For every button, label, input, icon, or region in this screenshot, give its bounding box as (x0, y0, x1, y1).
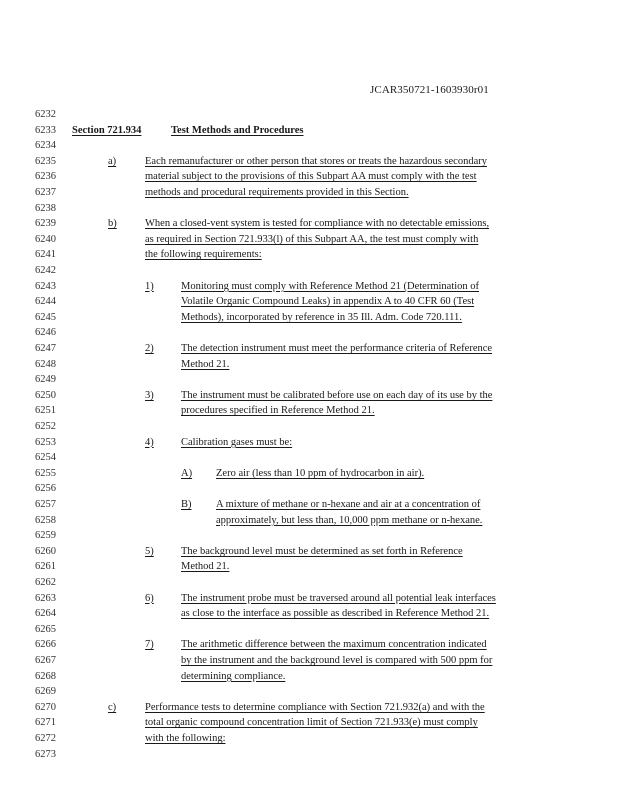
line-number: 6248 (35, 358, 56, 370)
line-number: 6246 (35, 327, 56, 339)
paragraph-line: material subject to the provisions of this Subpart AA must comply with the test (145, 171, 477, 183)
document-id: JCAR350721-1603930r01 (370, 84, 489, 96)
item-line: Calibration gases must be: (181, 436, 293, 448)
paragraph-line: the following requirements: (145, 249, 262, 261)
line-number: 6261 (35, 561, 56, 573)
line-number: 6252 (35, 421, 56, 432)
line-number: 6251 (35, 405, 56, 417)
line-number: 6245 (35, 311, 56, 323)
paragraph-label: c) (108, 701, 117, 713)
paragraph-line: When a closed-vent system is tested for compliance with no detectable emissions, (145, 218, 490, 230)
line-number: 6238 (35, 202, 56, 214)
line-number: 6250 (35, 389, 56, 401)
item-line: The detection instrument must meet the performance criteria of Reference (181, 343, 493, 354)
line-number: 6264 (35, 608, 56, 620)
item-line: The background level must be determined as set forth in Reference (181, 545, 463, 557)
item-line: Methods), incorporated by reference in 35 Ill. Adm. Code 720.111. (181, 311, 462, 323)
line-number: 6242 (35, 265, 56, 276)
line-number: 6257 (35, 499, 56, 510)
line-number: 6249 (35, 374, 56, 386)
item-line: The arithmetic difference between the maximum concentration indicated (181, 639, 487, 651)
subitem-label: A) (181, 467, 193, 479)
subitem-line: approximately, but less than, 10,000 ppm methane or n-hexane. (216, 514, 483, 526)
line-number: 6237 (35, 187, 56, 198)
section-title: Test Methods and Procedures (171, 124, 304, 136)
line-number: 6266 (35, 639, 56, 651)
line-number: 6235 (35, 155, 56, 167)
line-number: 6265 (35, 623, 56, 635)
subitem-line: Zero air (less than 10 ppm of hydrocarbon in air). (216, 467, 425, 479)
line-number: 6268 (35, 670, 56, 682)
line-number: 6241 (35, 249, 56, 261)
subitem-label: B) (181, 499, 192, 510)
paragraph-line: as required in Section 721.933(l) of this Subpart AA, the test must comply with (145, 233, 479, 245)
paragraph-line: Each remanufacturer or other person that stores or treats the hazardous secondary (145, 155, 487, 167)
line-number: 6244 (35, 296, 56, 308)
line-number: 6270 (35, 701, 56, 713)
line-number: 6258 (35, 514, 56, 526)
item-line: Method 21. (181, 561, 230, 573)
item-label: 1) (145, 280, 154, 292)
item-label: 2) (145, 343, 154, 354)
line-number: 6232 (35, 109, 56, 120)
paragraph-line: Performance tests to determine compliance with Section 721.932(a) and with the (145, 701, 485, 713)
item-label: 3) (145, 389, 154, 401)
line-number: 6273 (35, 748, 56, 760)
line-number: 6234 (35, 140, 56, 152)
item-line: Method 21. (181, 358, 230, 370)
line-number: 6247 (35, 343, 56, 354)
paragraph-line: methods and procedural requirements provided in this Section. (145, 187, 409, 198)
line-number: 6240 (35, 233, 56, 245)
paragraph-label: b) (108, 218, 117, 230)
line-number: 6262 (35, 577, 56, 588)
item-line: Monitoring must comply with Reference Method 21 (Determination of (181, 280, 480, 292)
item-line: as close to the interface as possible as described in Reference Method 21. (181, 608, 490, 620)
subitem-line: A mixture of methane or n-hexane and air at a concentration of (216, 499, 481, 510)
line-number: 6260 (35, 545, 56, 557)
line-number: 6269 (35, 686, 56, 698)
item-label: 4) (145, 436, 154, 448)
item-label: 7) (145, 639, 154, 651)
line-number: 6272 (35, 733, 56, 744)
line-number: 6256 (35, 483, 56, 495)
line-number: 6254 (35, 452, 56, 464)
line-number: 6243 (35, 280, 56, 292)
paragraph-line: total organic compound concentration limit of Section 721.933(e) must comply (145, 717, 478, 729)
item-line: procedures specified in Reference Method 21. (181, 405, 375, 417)
line-number: 6233 (35, 124, 56, 136)
item-label: 6) (145, 592, 154, 604)
line-number: 6236 (35, 171, 56, 183)
line-number: 6263 (35, 592, 56, 604)
line-number: 6271 (35, 717, 56, 729)
item-line: The instrument probe must be traversed around all potential leak interfaces (181, 592, 496, 604)
item-line: The instrument must be calibrated before use on each day of its use by the (181, 389, 493, 401)
item-line: Volatile Organic Compound Leaks) in appendix A to 40 CFR 60 (Test (181, 296, 475, 308)
line-number: 6267 (35, 655, 56, 666)
section-number: Section 721.934 (72, 124, 142, 136)
line-number: 6253 (35, 436, 56, 448)
line-number: 6259 (35, 530, 56, 542)
line-number: 6239 (35, 218, 56, 230)
item-line: by the instrument and the background level is compared with 500 ppm for (181, 655, 493, 666)
line-number: 6255 (35, 467, 56, 479)
paragraph-label: a) (108, 155, 117, 167)
paragraph-line: with the following: (145, 733, 226, 744)
item-label: 5) (145, 545, 154, 557)
item-line: determining compliance. (181, 670, 286, 682)
